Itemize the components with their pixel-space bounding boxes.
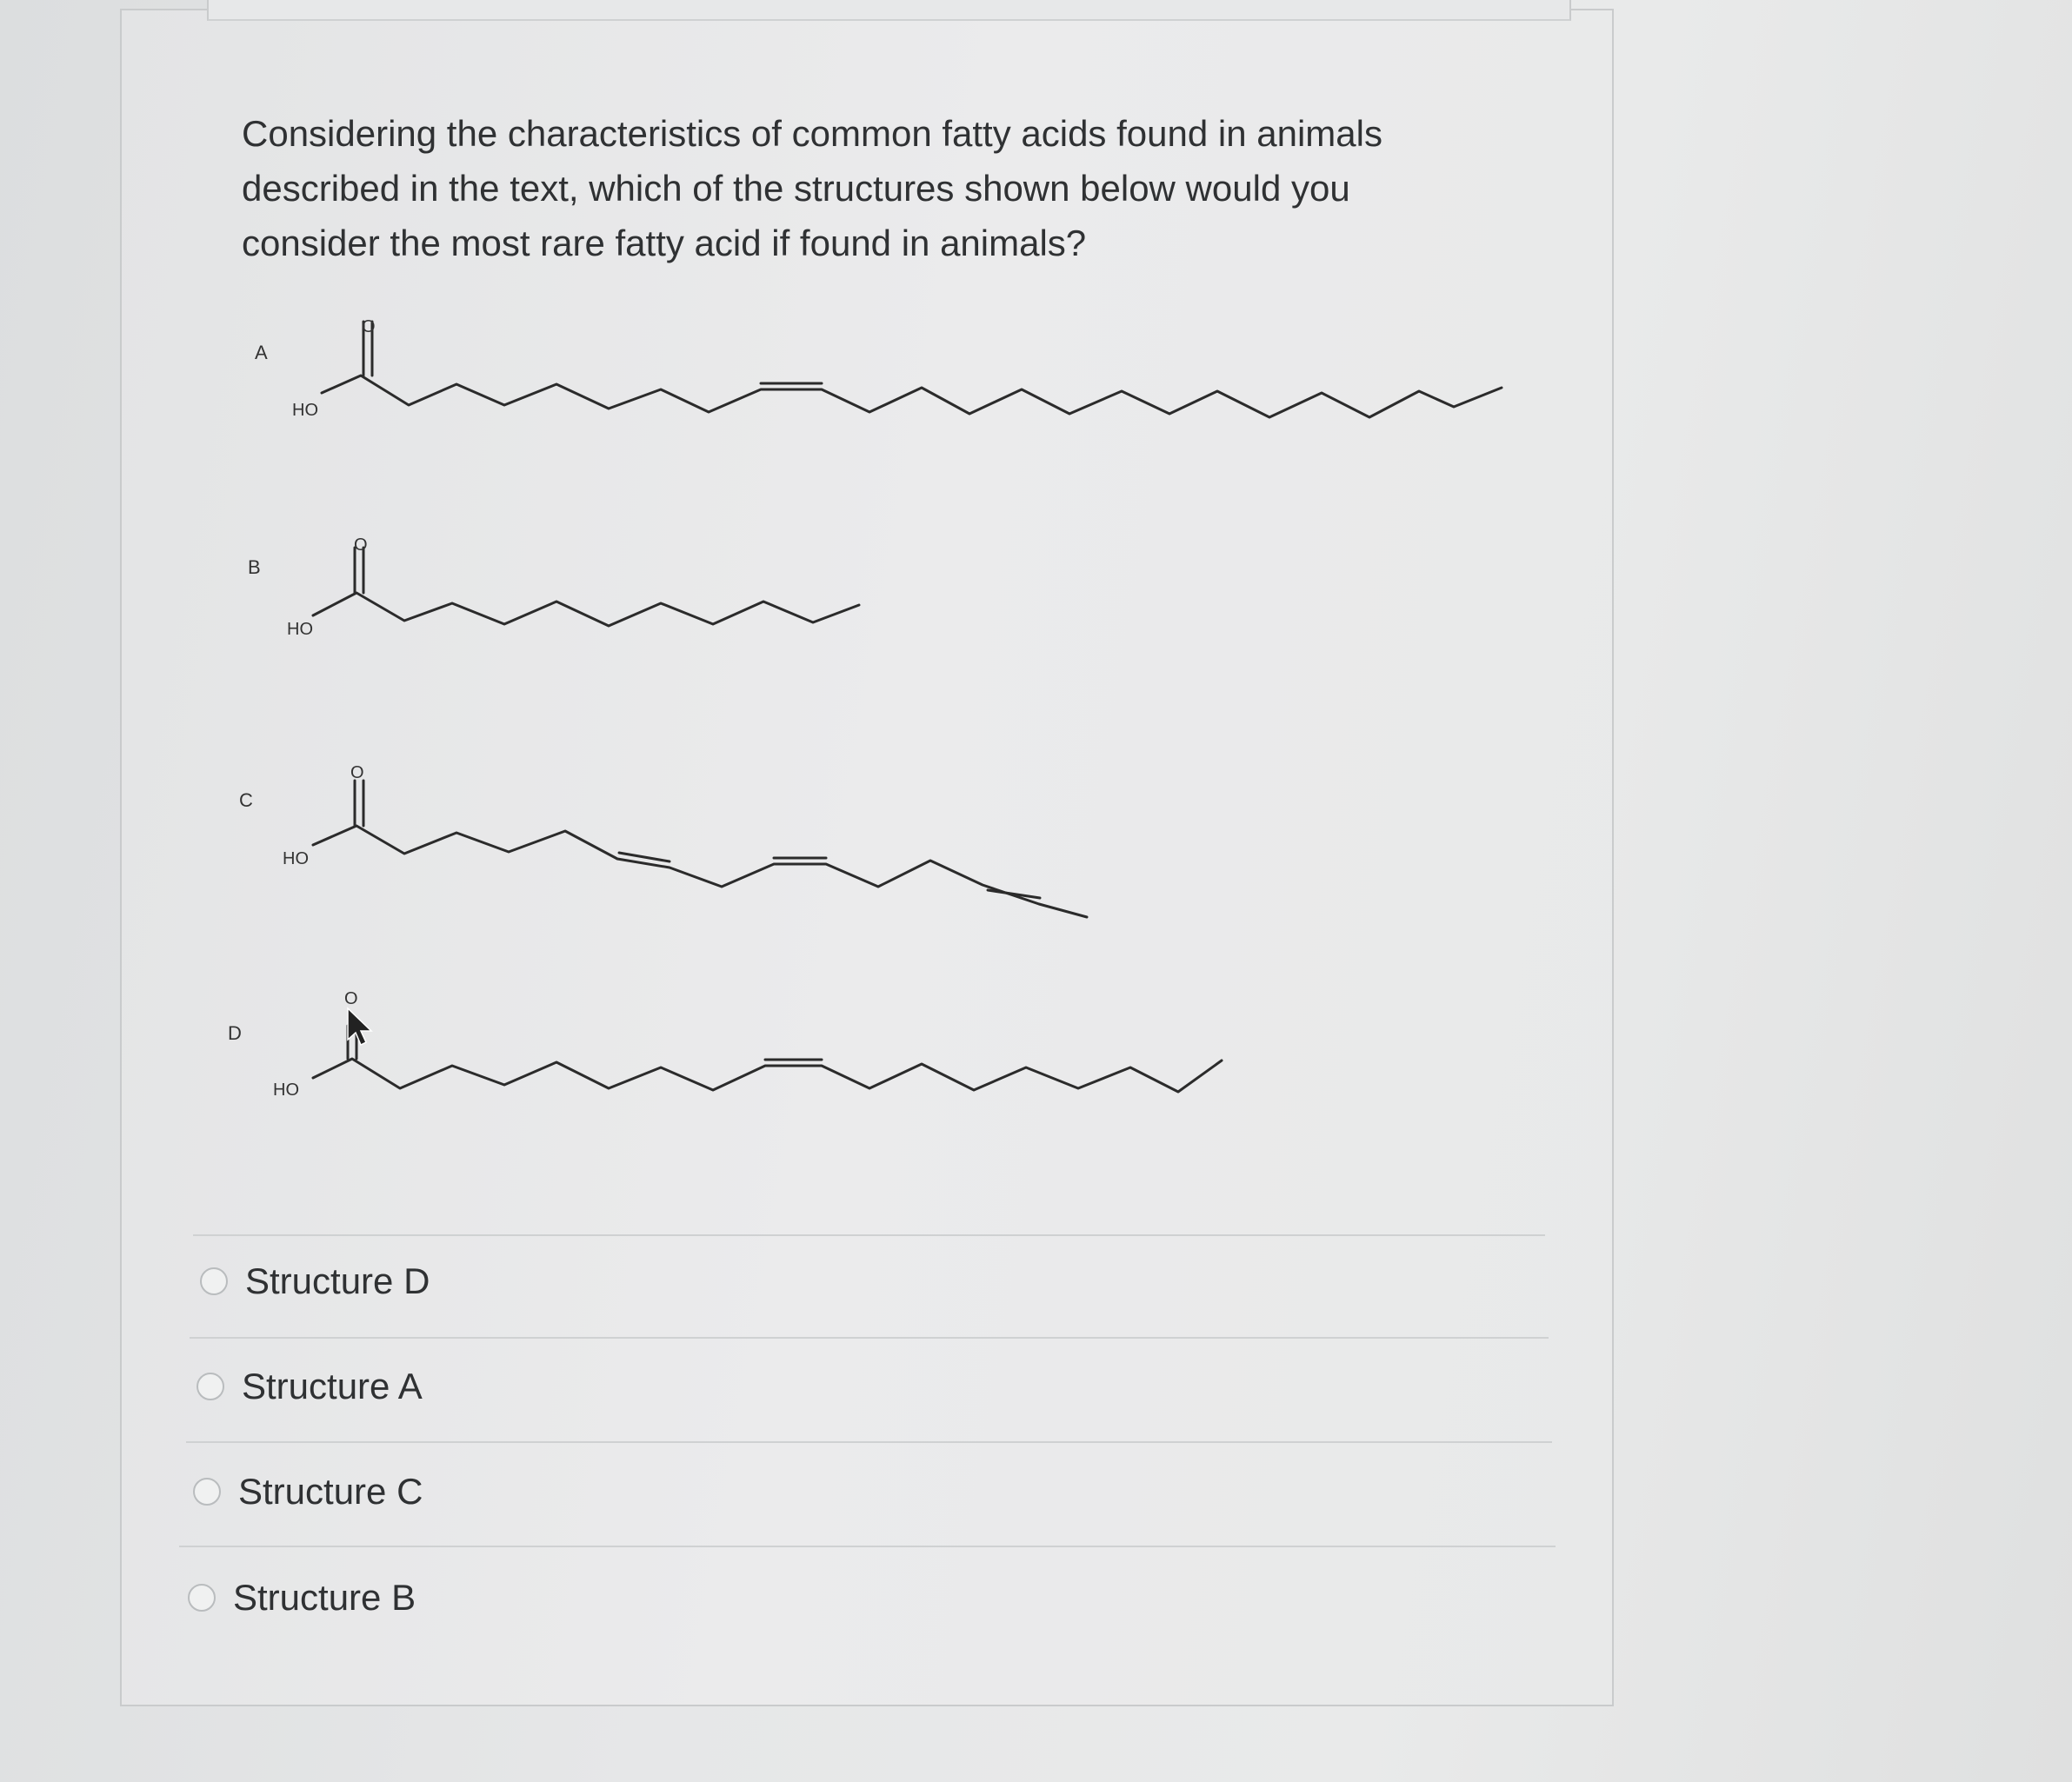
structure-d-hydroxyl: HO [273,1081,299,1100]
divider [186,1441,1552,1443]
structure-b-hydroxyl: HO [287,620,313,639]
structure-b-label: B [248,556,261,578]
question-text: Considering the characteristics of common fatty acids found in animals described in the text, which of the structures shown below would you consider the most rare fatty acid if found in animals? [242,113,1382,263]
divider [179,1546,1556,1547]
option-structure-b[interactable] [188,1572,416,1624]
radio-button[interactable] [188,1584,216,1612]
divider [190,1337,1549,1339]
divider [193,1234,1545,1236]
structure-c-label: C [239,789,253,811]
structure-c-oxygen: O [350,763,364,782]
structure-c-hydroxyl: HO [283,849,309,868]
structure-d-label: D [228,1022,242,1044]
radio-button[interactable] [197,1373,224,1400]
radio-button[interactable] [193,1478,221,1506]
structure-c-skeleton [313,781,1087,917]
structure-a-oxygen: O [362,317,376,336]
option-label: Structure A [242,1366,423,1406]
option-label: Structure D [245,1260,430,1301]
option-label: Structure C [238,1471,423,1512]
option-structure-c[interactable] [193,1466,423,1518]
structure-a-label: A [255,342,268,363]
structure-b-skeleton [313,548,859,626]
option-structure-a[interactable] [197,1360,423,1413]
radio-button[interactable] [200,1267,228,1295]
option-structure-d[interactable] [200,1255,430,1307]
option-label: Structure B [233,1577,416,1618]
structure-b-oxygen: O [354,535,368,555]
structure-a-skeleton [322,322,1502,417]
structure-d-skeleton [313,1026,1222,1092]
structure-a-hydroxyl: HO [292,401,318,420]
cursor-icon [348,1008,371,1045]
structure-d-oxygen: O [344,989,358,1008]
